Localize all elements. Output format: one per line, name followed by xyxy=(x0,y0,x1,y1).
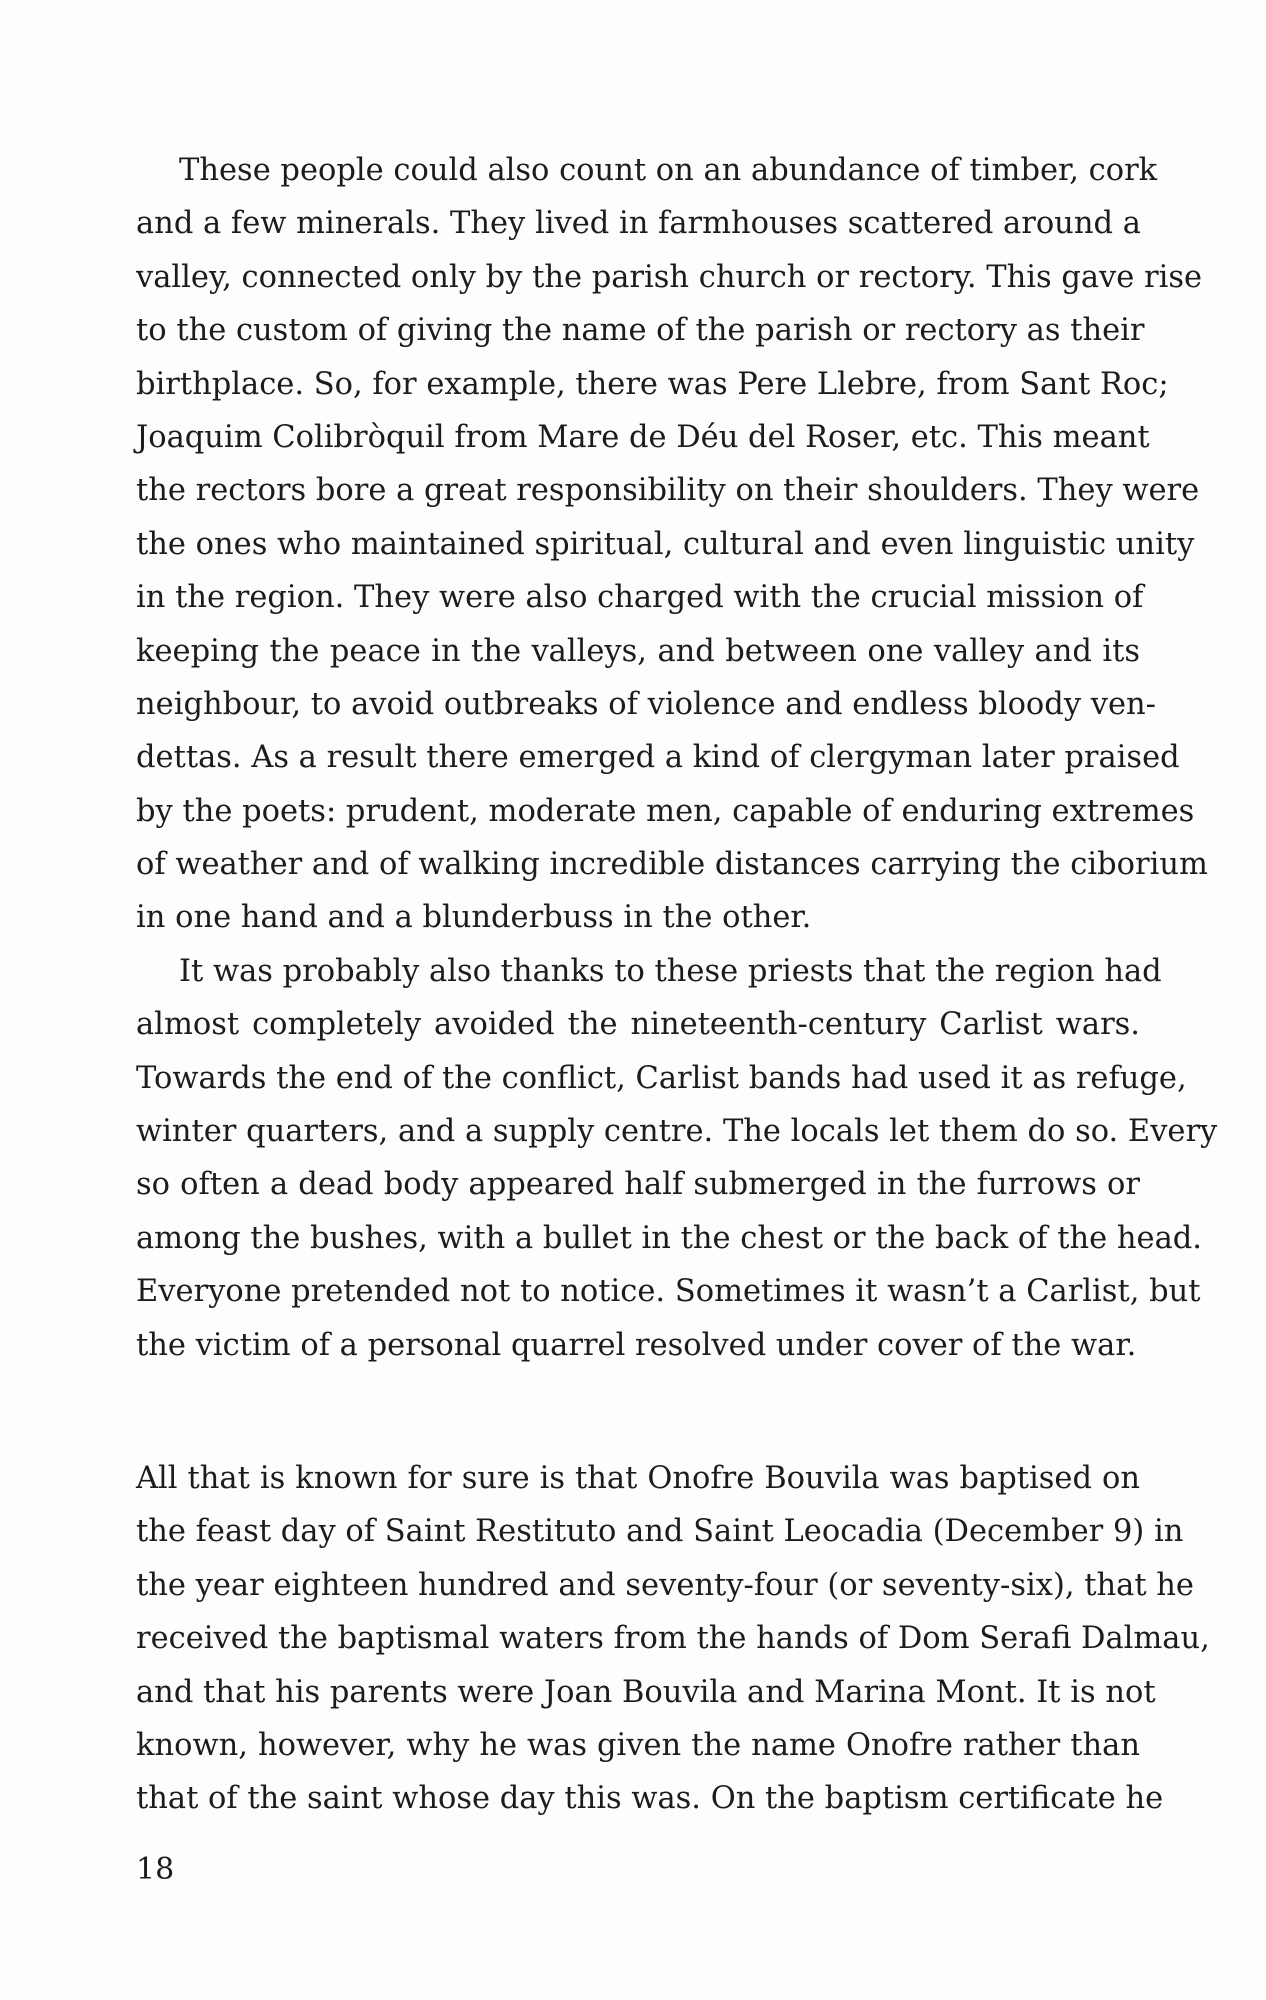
text-line: Everyone pretended not to notice. Sometimes it wasn’t a Carlist, but xyxy=(136,1274,1201,1310)
text-line: almost completely avoided the nineteenth-century Carlist wars. xyxy=(136,1007,1140,1043)
text-line: All that is known for sure is that Onofre Bouvila was baptised on xyxy=(136,1461,1140,1496)
text-line: the victim of a personal quarrel resolved under cover of the war. xyxy=(136,1327,1137,1363)
text-line: received the baptismal waters from the hands of Dom Serafi Dalmau, xyxy=(136,1621,1210,1657)
text-line: the year eighteen hundred and seventy-four (or seventy-six), that he xyxy=(136,1567,1194,1603)
text-line: the ones who maintained spiritual, cultural and even linguistic unity xyxy=(136,526,1195,562)
text-line: and a few minerals. They lived in farmhouses scattered around a xyxy=(136,206,1141,242)
text-line: in one hand and a blunderbuss in the other. xyxy=(136,900,812,936)
text-line: of weather and of walking incredible distances carrying the ciborium xyxy=(136,847,1208,883)
text-line: neighbour, to avoid outbreaks of violence and endless bloody ven- xyxy=(136,686,1156,722)
text-line: so often a dead body appeared half submerged in the furrows or xyxy=(136,1167,1140,1203)
text-line: and that his parents were Joan Bouvila and Marina Mont. It is not xyxy=(136,1674,1156,1710)
text-line: dettas. As a result there emerged a kind of clergyman later praised xyxy=(136,740,1180,776)
text-line: Towards the end of the conflict, Carlist bands had used it as refuge, xyxy=(136,1060,1187,1096)
text-block-rectors xyxy=(136,144,1218,1372)
text-line: in the region. They were also charged with the crucial mission of xyxy=(136,580,1144,616)
text-line: It was probably also thanks to these priests that the region had xyxy=(179,953,1162,989)
text-line: valley, connected only by the parish church or rectory. This gave rise xyxy=(136,259,1203,295)
text-line: to the custom of giving the name of the parish or rectory as their xyxy=(136,313,1145,349)
text-line: birthplace. So, for example, there was Pere Llebre, from Sant Roc; xyxy=(136,366,1169,402)
text-line: that of the saint whose day this was. On the baptism certificate he xyxy=(136,1781,1164,1817)
text-line: keeping the peace in the valleys, and between one valley and its xyxy=(136,633,1140,669)
text-line: by the poets: prudent, moderate men, capable of enduring extremes xyxy=(136,793,1195,829)
text-line: among the bushes, with a bullet in the chest or the back of the head. xyxy=(136,1220,1202,1256)
text-line: the rectors bore a great responsibility on their shoulders. They were xyxy=(136,473,1200,509)
text-line: Joaquim Colibròquil from Mare de Déu del Roser, etc. This meant xyxy=(136,419,1150,455)
text-line: the feast day of Saint Restituto and Saint Leocadia (December 9) in xyxy=(136,1514,1184,1550)
text-line: known, however, why he was given the name Onofre rather than xyxy=(136,1727,1140,1763)
page-number: 18 xyxy=(136,1852,175,1887)
text-line: These people could also count on an abundance of timber, cork xyxy=(179,153,1158,188)
text-block-baptism xyxy=(136,1452,1210,1826)
text-line: winter quarters, and a supply centre. The locals let them do so. Every xyxy=(136,1114,1218,1150)
